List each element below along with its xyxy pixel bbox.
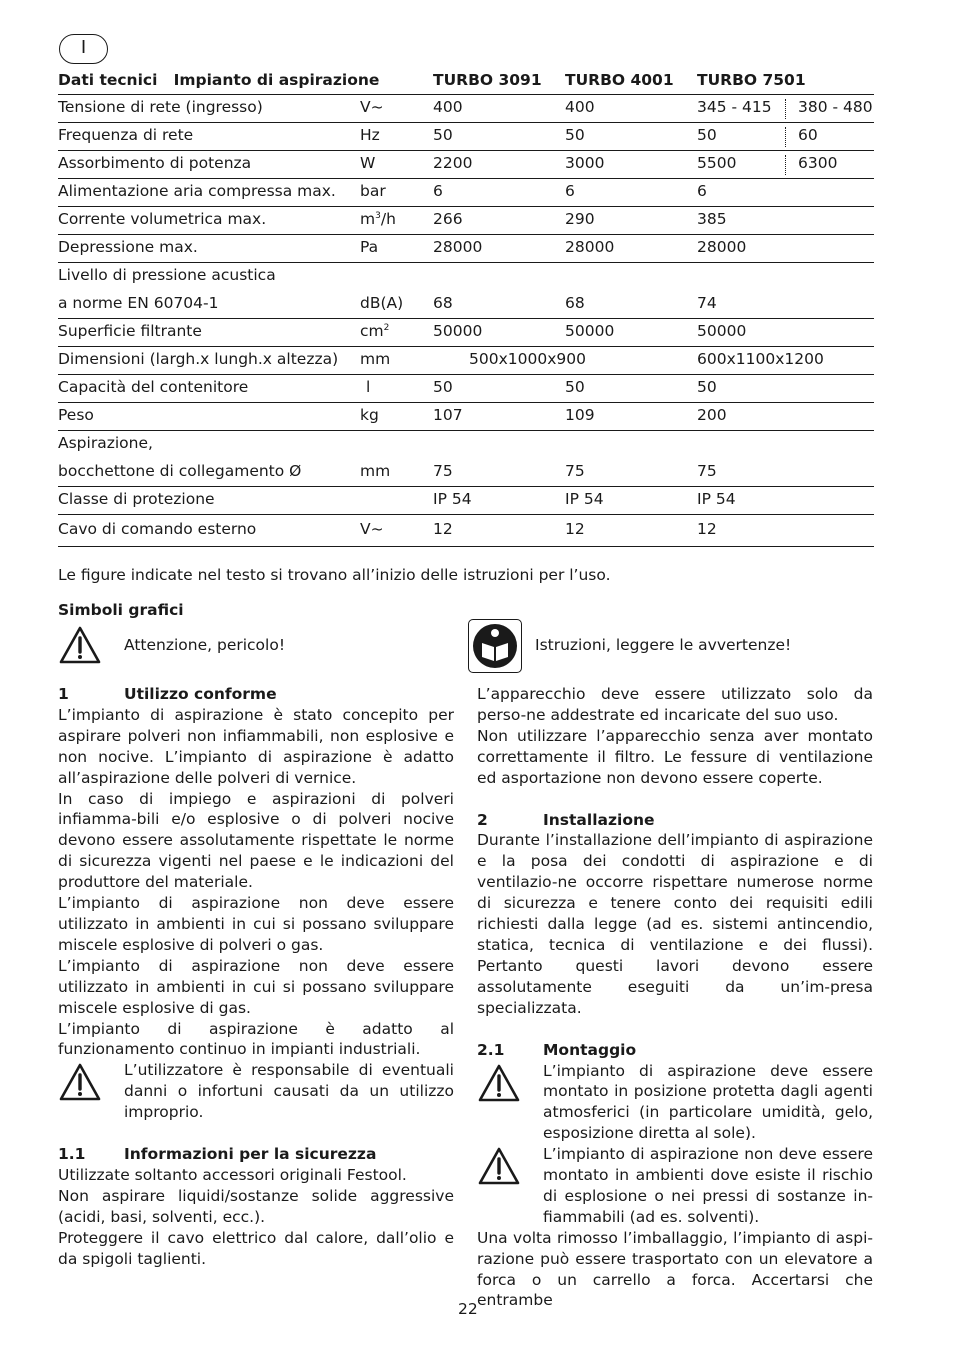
table-row: Depressione max. Pa 28000 28000 28000 bbox=[58, 235, 874, 263]
warning-note: L’impianto di aspirazione non deve essere montato in ambienti dove esiste il rischio di esplosione o nei pressi di sostanze in-fiammabili (ad es. solventi). bbox=[477, 1144, 873, 1228]
section-heading: 2 Installazione bbox=[477, 810, 655, 829]
language-badge: I bbox=[59, 34, 108, 64]
model-header-3: TURBO 7501 bbox=[697, 71, 806, 89]
warning-symbol-text: Attenzione, pericolo! bbox=[124, 636, 286, 654]
table-row: Classe di protezione IP 54 IP 54 IP 54 bbox=[58, 487, 874, 515]
paragraph: L’impianto di aspirazione è stato concepito per aspirare polveri non infiammabili, non esplosive e non nocive. L’impianto di aspirazione è adatto all’aspirazione delle polveri di vernice. bbox=[58, 705, 454, 787]
warning-note: L’impianto di aspirazione deve essere montato in posizione protetta dagli agenti atmosferici (in particolare umidità, gelo, esposizione diretta al sole). bbox=[477, 1061, 873, 1145]
left-column bbox=[58, 684, 454, 1269]
table-row: Superficie filtrante $cm^2$ 50000 50000 50000 bbox=[58, 319, 874, 347]
table-row: Cavo di comando esterno V~ 12 12 12 bbox=[58, 515, 874, 547]
table-row: Corrente volumetrica max. $m^3/h$ 266 290 385 bbox=[58, 207, 874, 235]
column-divider bbox=[785, 99, 786, 119]
paragraph: L’impianto di aspirazione è adatto al funzionamento continuo in impianti industriali. bbox=[58, 1019, 454, 1059]
section-heading: 1.1 Informazioni per la sicurezza bbox=[58, 1145, 377, 1164]
paragraph: Utilizzate soltanto accessori originali Festool. bbox=[58, 1165, 407, 1184]
paragraph: Non utilizzare l’apparecchio senza aver montato correttamente il filtro. Le fessure di ventilazione ed asportazione non devono essere coperte. bbox=[477, 726, 873, 787]
table-row: Peso kg 107 109 200 bbox=[58, 403, 874, 431]
page-number: 22 bbox=[458, 1300, 478, 1318]
table-row: Livello di pressione acustica a norme EN 60704-1 dB(A) 68 68 74 bbox=[58, 263, 874, 319]
paragraph: Durante l’installazione dell’impianto di aspirazione e la posa dei condotti di aspirazione e di ventilazio-ne occorre rispettare numerose norme di sicurezza e tenere conto dei requisiti edili richiesti dalla legge (ad es. sistemi antincendio, statica, tecnica di ventilazione e dei flussi). Pertanto questi lavori devono essere assolutamente eseguiti da un’im-presa specializzata. bbox=[477, 831, 873, 1017]
warning-note: L’utilizzatore è responsabile di eventuali danni o infortuni causati da un utilizzo improprio. bbox=[58, 1060, 454, 1123]
model-header-1: TURBO 3091 bbox=[433, 71, 542, 89]
table-row: Tensione di rete (ingresso) V~ 400 400 345 - 415 380 - 480 bbox=[58, 95, 874, 123]
section-heading: 1 Utilizzo conforme bbox=[58, 685, 277, 703]
paragraph: L’apparecchio deve essere utilizzato solo da perso-ne addestrate ed incaricate del suo uso. bbox=[477, 685, 873, 724]
paragraph: L’impianto di aspirazione non deve essere utilizzato in ambienti in cui si possano sviluppare miscele esplosive di gas. bbox=[58, 956, 454, 1017]
table-header bbox=[58, 67, 874, 95]
read-manual-icon bbox=[468, 619, 522, 673]
table-row: Capacità del contenitore l 50 50 50 bbox=[58, 375, 874, 403]
paragraph: L’impianto di aspirazione non deve essere utilizzato in ambienti in cui si possano sviluppare miscele esplosive di polveri o gas. bbox=[58, 894, 454, 954]
warning-triangle-icon bbox=[58, 1062, 104, 1104]
figures-note: Le figure indicate nel testo si trovano all’inizio delle istruzioni per l’uso. bbox=[58, 566, 611, 584]
table-title: Dati tecnici Impianto di aspirazione bbox=[58, 71, 380, 89]
right-column bbox=[477, 684, 873, 1311]
column-divider bbox=[785, 155, 786, 175]
warning-triangle-icon bbox=[477, 1063, 523, 1105]
column-divider bbox=[785, 127, 786, 147]
paragraph: Una volta rimosso l’imballaggio, l’impianto di aspi-razione può essere trasportato con un elevatore a forca o un carrello a forca. Accertarsi che entrambe bbox=[477, 1228, 873, 1310]
warning-triangle-icon bbox=[477, 1146, 523, 1188]
warning-triangle-icon bbox=[58, 625, 104, 667]
tech-spec-table bbox=[58, 67, 874, 547]
table-row: Dimensioni (largh.x lungh.x altezza) mm 500x1000x900 600x1100x1200 bbox=[58, 347, 874, 375]
read-symbol-text: Istruzioni, leggere le avvertenze! bbox=[535, 636, 792, 654]
model-header-2: TURBO 4001 bbox=[565, 71, 674, 89]
section-heading: 2.1 Montaggio bbox=[477, 1040, 637, 1059]
table-row: Aspirazione, bocchettone di collegamento Ø mm 75 75 75 bbox=[58, 431, 874, 487]
symbols-title: Simboli grafici bbox=[58, 601, 184, 619]
table-row: Alimentazione aria compressa max. bar 6 6 6 bbox=[58, 179, 874, 207]
table-row: Frequenza di rete Hz 50 50 50 60 bbox=[58, 123, 874, 151]
paragraph: In caso di impiego e aspirazioni di polveri infiamma-bili e/o esplosive o di polveri nocive devono essere assolutamente rispettate le norme di sicurezza vigenti nel paese e le indicazioni del produttore del materiale. bbox=[58, 789, 454, 892]
paragraph: Non aspirare liquidi/sostanze solide aggressive (acidi, basi, solventi, ecc.). bbox=[58, 1186, 454, 1226]
paragraph: Proteggere il cavo elettrico dal calore, dall’olio e da spigoli taglienti. bbox=[58, 1228, 454, 1268]
table-row: Assorbimento di potenza W 2200 3000 5500 6300 bbox=[58, 151, 874, 179]
